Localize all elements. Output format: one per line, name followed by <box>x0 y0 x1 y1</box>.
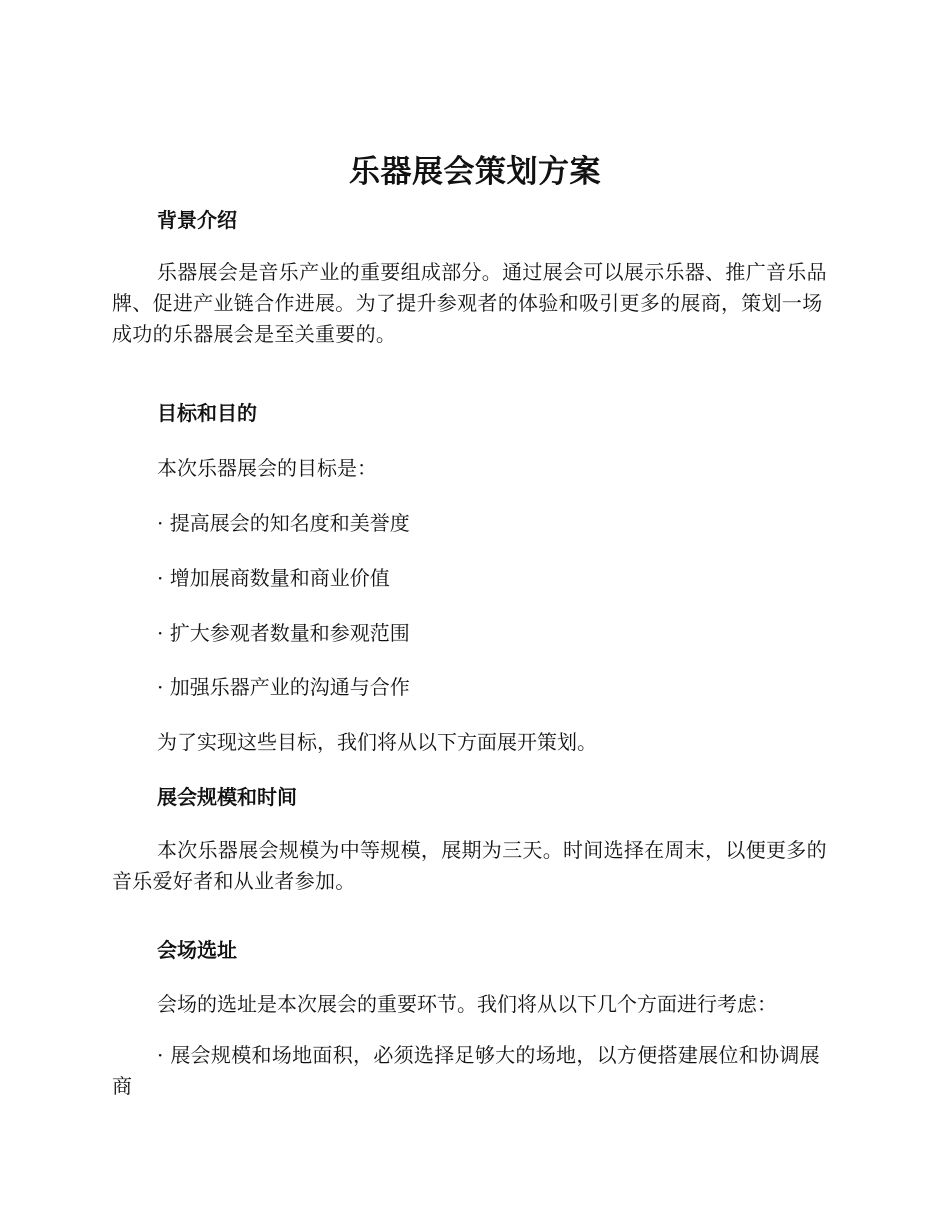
background-paragraph: 乐器展会是音乐产业的重要组成部分。通过展会可以展示乐器、推广音乐品牌、促进产业链合作进展。为了提升参观者的体验和吸引更多的展商，策划一场成功的乐器展会是至关重要的。 <box>112 260 827 346</box>
section-heading-scale-time: 展会规模和时间 <box>157 785 297 809</box>
section-heading-background: 背景介绍 <box>157 208 237 232</box>
goal-bullet-1: · 提高展会的知名度和美誉度 <box>157 511 410 535</box>
venue-bullet-1: · 展会规模和场地面积，必须选择足够大的场地，以方便搭建展位和协调展商 <box>112 1043 820 1098</box>
goals-intro: 本次乐器展会的目标是： <box>157 456 377 480</box>
scale-time-paragraph: 本次乐器展会规模为中等规模，展期为三天。时间选择在周末，以便更多的音乐爱好者和从业者参加。 <box>112 838 827 893</box>
document-title: 乐器展会策划方案 <box>349 154 601 190</box>
goals-conclusion: 为了实现这些目标，我们将从以下方面展开策划。 <box>157 730 597 754</box>
goal-bullet-3: · 扩大参观者数量和参观范围 <box>157 621 410 645</box>
venue-intro: 会场的选址是本次展会的重要环节。我们将从以下几个方面进行考虑： <box>157 992 777 1016</box>
goal-bullet-2: · 增加展商数量和商业价值 <box>157 566 390 590</box>
section-heading-venue: 会场选址 <box>157 938 237 962</box>
section-heading-goals: 目标和目的 <box>157 401 257 425</box>
goal-bullet-4: · 加强乐器产业的沟通与合作 <box>157 675 410 699</box>
